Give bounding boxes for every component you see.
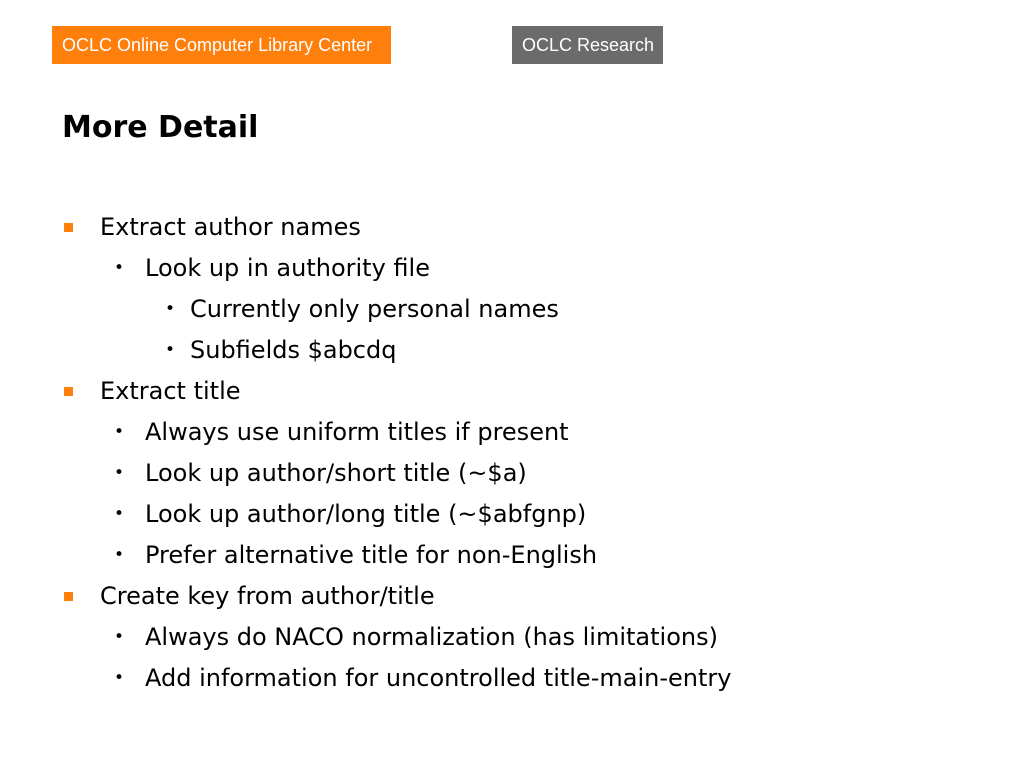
bullet-text: Always use uniform titles if present [145,418,569,446]
dot-bullet-icon: • [114,545,125,565]
bullet-text: Look up author/long title (~$abfgnp) [145,500,587,528]
bullet-text: Create key from author/title [100,582,435,610]
sub-bullet-item [0,248,1024,289]
bullet-item [0,371,1024,412]
square-bullet-icon [64,592,73,601]
square-bullet-icon [64,223,73,232]
dot-bullet-icon: • [114,422,125,442]
sub-bullet-item [0,617,1024,658]
slide-title: More Detail [62,110,259,145]
bullet-text: Extract author names [100,213,361,241]
dot-bullet-icon: • [165,299,176,319]
bullet-text: Prefer alternative title for non-English [145,541,598,569]
bullet-text: Currently only personal names [190,295,559,323]
sub-bullet-item [0,658,1024,699]
sub-bullet-item [0,412,1024,453]
bullet-text: Look up author/short title (~$a) [145,459,527,487]
oclc-logo: OCLC Online Computer Library Center [52,26,391,64]
square-bullet-icon [64,387,73,396]
sub-bullet-item [0,453,1024,494]
bullet-item [0,576,1024,617]
dot-bullet-icon: • [165,340,176,360]
dot-bullet-icon: • [114,627,125,647]
dot-bullet-icon: • [114,504,125,524]
bullet-text: Look up in authority file [145,254,430,282]
sub-sub-bullet-item [0,289,1024,330]
bullet-text: Always do NACO normalization (has limitations) [145,623,718,651]
dot-bullet-icon: • [114,668,125,688]
bullet-item [0,207,1024,248]
bullet-list [0,207,1024,699]
bullet-text: Add information for uncontrolled title-main-entry [145,664,732,692]
sub-bullet-item [0,535,1024,576]
dot-bullet-icon: • [114,258,125,278]
bullet-text: Subfields $abcdq [190,336,397,364]
sub-bullet-item [0,494,1024,535]
dot-bullet-icon: • [114,463,125,483]
bullet-text: Extract title [100,377,241,405]
sub-sub-bullet-item [0,330,1024,371]
oclc-research-logo: OCLC Research [512,26,663,64]
